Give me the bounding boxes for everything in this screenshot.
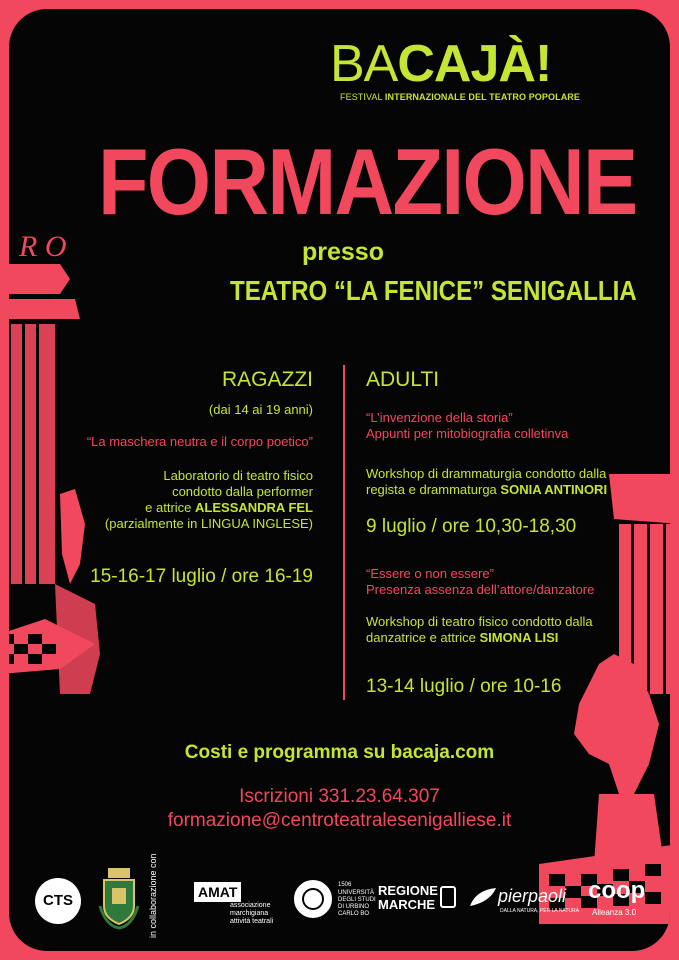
venue-name: TEATRO “LA FENICE” SENIGALLIA — [230, 275, 637, 306]
adulti-course2-title-l1: “Essere o non essere” — [366, 566, 494, 581]
ragazzi-desc-line2: condotto dalla performer — [172, 484, 313, 499]
ragazzi-desc-line4: (parzialmente in LINGUA INGLESE) — [104, 516, 313, 531]
page-title: FORMAZIONE — [98, 129, 637, 234]
adulti-course2-title-l2: Presenza assenza dell’attore/danzatore — [366, 582, 595, 597]
adulti-course1-desc-l1: Workshop di drammaturgia condotto dalla — [366, 466, 607, 481]
ragazzi-heading: RAGAZZI — [221, 368, 313, 391]
iscrizioni-phone[interactable]: Iscrizioni 331.23.64.307 — [239, 786, 440, 807]
collab-label: in collaborazione con — [148, 853, 158, 938]
coop-sub: Alleanza 3.0 — [592, 908, 637, 917]
regione-marche-emblem-icon[interactable] — [440, 886, 456, 908]
festival-subtitle — [340, 92, 580, 102]
logo-ba: BA — [330, 35, 398, 93]
uniurb-year: 1506 — [338, 882, 352, 888]
adulti-course1-dates: 9 luglio / ore 10,30-18,30 — [366, 516, 577, 537]
amat-label: AMAT — [194, 882, 241, 902]
adulti-course1-teacher-name: SONIA ANTINORI — [500, 482, 608, 497]
uniurb-l1: UNIVERSITÀ — [338, 890, 375, 896]
adulti-course1-title-l2: Appunti per mitobiografia colletinva — [366, 426, 569, 441]
uniurb-l4: CARLO BO — [338, 911, 370, 917]
amat-sub2: marchigiana — [230, 910, 269, 917]
pierpaoli-label[interactable]: pierpaoli — [498, 886, 567, 906]
adulti-course2-desc-l1: Workshop di teatro fisico condotto dalla — [366, 614, 593, 629]
ragazzi-teacher-name: ALESSANDRA FEL — [195, 500, 313, 515]
costs-link[interactable]: Costi e programma su bacaja.com — [184, 742, 495, 763]
ragazzi-course-title: “La maschera neutra e il corpo poetico” — [86, 434, 313, 449]
subtitle-teatro-popolare: TEATRO POPOLARE — [489, 92, 581, 102]
amat-logo[interactable] — [182, 874, 282, 934]
ro-letters: R O — [19, 230, 67, 263]
ragazzi-age: (dai 14 ai 19 anni) — [208, 402, 313, 417]
subtitle-internazionale: INTERNAZIONALE DEL — [384, 92, 490, 102]
column-divider — [343, 365, 345, 700]
festival-logo — [330, 35, 552, 93]
ragazzi-dates: 15-16-17 luglio / ore 16-19 — [90, 566, 313, 587]
uniurb-l2: DEGLI STUDI — [338, 897, 376, 903]
coop-label[interactable]: coop — [588, 877, 646, 904]
adulti-course2-desc-l2 — [366, 630, 558, 646]
pierpaoli-leaf-icon — [470, 888, 496, 908]
logo-caja: CAJÀ! — [397, 35, 552, 93]
regione-l1: REGIONE — [378, 883, 438, 898]
partner-logos — [0, 852, 679, 942]
ragazzi-desc-line1: Laboratorio di teatro fisico — [163, 468, 313, 483]
uniurb-l3: DI URBINO — [338, 904, 370, 910]
adulti-course1-desc-l2-pre: regista e drammaturga — [366, 482, 501, 497]
adulti-course2-desc-l2-pre: danzatrice e attrice — [366, 630, 480, 645]
uniurb-seal-inner — [302, 888, 324, 910]
ragazzi-desc-line3 — [145, 500, 313, 516]
adulti-course2-dates: 13-14 luglio / ore 10-16 — [366, 676, 562, 697]
presso-label: presso — [302, 238, 384, 266]
amat-sub1: associazione — [230, 902, 271, 909]
regione-l2: MARCHE — [378, 897, 436, 912]
amat-sub3: attività teatrali — [230, 918, 274, 925]
left-column-illustration — [9, 224, 130, 694]
adulti-heading: ADULTI — [366, 368, 440, 391]
subtitle-festival: FESTIVAL — [340, 92, 385, 102]
adulti-course1-desc-l2 — [366, 482, 607, 498]
pierpaoli-tagline: DALLA NATURA, PER LA NATURA — [500, 908, 580, 914]
cts-label: CTS — [43, 892, 73, 909]
email-link[interactable]: formazione@centroteatralesenigalliese.it — [167, 810, 512, 831]
adulti-course2-teacher-name: SIMONA LISI — [479, 630, 559, 645]
ragazzi-desc-line3-pre: e attrice — [145, 500, 196, 515]
adulti-course1-title-l1: “L’invenzione della storia” — [366, 410, 513, 425]
senigallia-crest-icon[interactable] — [98, 866, 140, 930]
